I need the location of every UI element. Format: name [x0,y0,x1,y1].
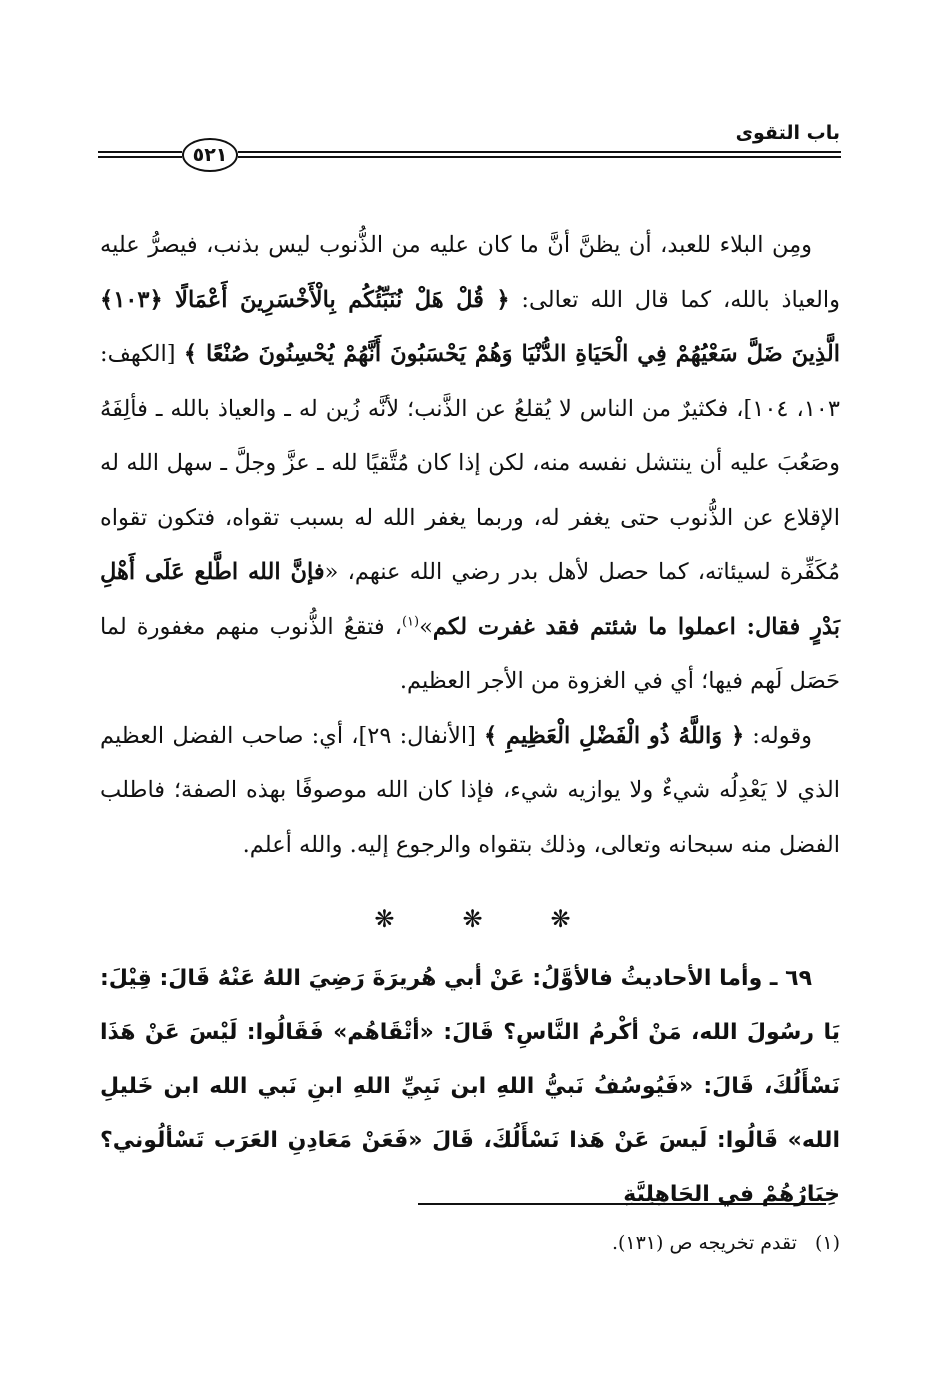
footnote-number: (١) [814,1232,840,1254]
page-number: ٥٢١ [182,138,238,172]
quran-verse-anfal: ﴿ وَاللَّهُ ذُو الْفَضْلِ الْعَظِيمِ ﴾ [484,722,745,749]
hadith-text [100,952,840,1222]
paragraph-2-text-2: [الأنفال: ٢٩]، أي: صاحب الفضل العظيم الذي لا يَعْدِلُه شيءٌ ولا يوازيه شيء، فإذا كان الله موصوفًا بهذه الصفة؛ فاطلب الفضل منه سبحانه وتعالى، وذلك بتقواه والرجوع إليه. والله أعلم. [100,722,840,858]
chapter-title: باب التقوى [735,122,840,144]
separator-star-icon: ❋ [550,905,571,933]
footnote-divider [418,1203,826,1205]
paragraph-1 [100,218,840,709]
paragraph-1-text-1: ومِن البلاء للعبد، أن يظنَّ أنَّ ما كان عليه من الذُّنوب ليس بذنب، فيصرُّ عليه والعياذ بالله، كما قال الله تعالى: [100,232,840,313]
hadith-quote-badr: فإنَّ الله اطَّلع عَلَى أَهْلِ بَدْرٍ فقال: اعملوا ما شئتم فقد غفرت لكم [100,559,840,640]
separator-star-icon: ❋ [374,905,395,933]
hadith-paragraph: ٦٩ ـ وأما الأحاديثُ فالأوَّلُ: عَنْ أبي هُريرَةَ رَضِيَ اللهُ عَنْهُ قَالَ: قِيْلَ: يَا رسُولَ الله، مَنْ أكْرمُ النَّاسِ؟ قَالَ: «أتْقَاهُم» فَقَالُوا: لَيْسَ عَنْ هَذَا نَسْأَلُكَ، قَالَ: «فَيُوسُفُ نَبيُّ اللهِ ابن نَبِيِّ اللهِ ابنِ نَبي الله ابن خَليلِ الله» قَالُوا: لَيسَ عَنْ هَذا نَسْأَلُكَ، قَالَ «فَعَنْ مَعَادِنِ العَرَب تَسْألُوني؟ خِيَارُهُمْ في الجَاهِلِيَّةِ [100,966,840,1207]
header-rule-left [98,151,182,158]
paragraph-2-text-1: وقوله: [744,722,813,749]
paragraph-1-text-4: ، فتقعُ الذُّنوب منهم مغفورة لما حَصَل لَهم فيها؛ أي في الغزوة من الأجر العظيم. [100,613,840,694]
separator-star-icon: ❋ [462,905,483,933]
section-separator [0,905,945,933]
paragraph-2 [100,709,840,873]
quran-verse-kahf: ﴿ قُلْ هَلْ نُنَبِّئُكُم بِالْأَخْسَرِينَ أَعْمَالًا ﴿١٠٣﴾ الَّذِينَ ضَلَّ سَعْيُهُمْ فِي الْحَيَاةِ الدُّنْيَا وَهُمْ يَحْسَبُونَ أَنَّهُمْ يُحْسِنُونَ صُنْعًا ﴾ [100,286,840,367]
paragraph-1-text-2: [الكهف: ١٠٣، ١٠٤]، فكثيرٌ من الناس لا يُقلعُ عن الذَّنب؛ لأنَّه زُين له ـ والعياذ بالله ـ فألِفَهُ وصَعُبَ عليه أن ينتشل نفسه منه، لكن إذا كان مُتَّقيًا لله ـ عزَّ وجلَّ ـ سهل الله له الإقلاع عن الذُّنوب حتى يغفر له، وربما يغفر الله له بسبب تقواه، فتكون تقواه مُكَفِّرة لسيئاته، كما حصل لأهل بدر رضي الله عنهم، « [100,341,841,585]
footnote [612,1232,840,1254]
main-text [100,218,840,872]
paragraph-1-text-3: » [419,613,433,640]
header-rule-right [238,151,841,158]
footnote-text: تقدم تخريجه ص (١٣١). [611,1232,797,1254]
footnote-ref[interactable]: (١) [401,614,420,629]
